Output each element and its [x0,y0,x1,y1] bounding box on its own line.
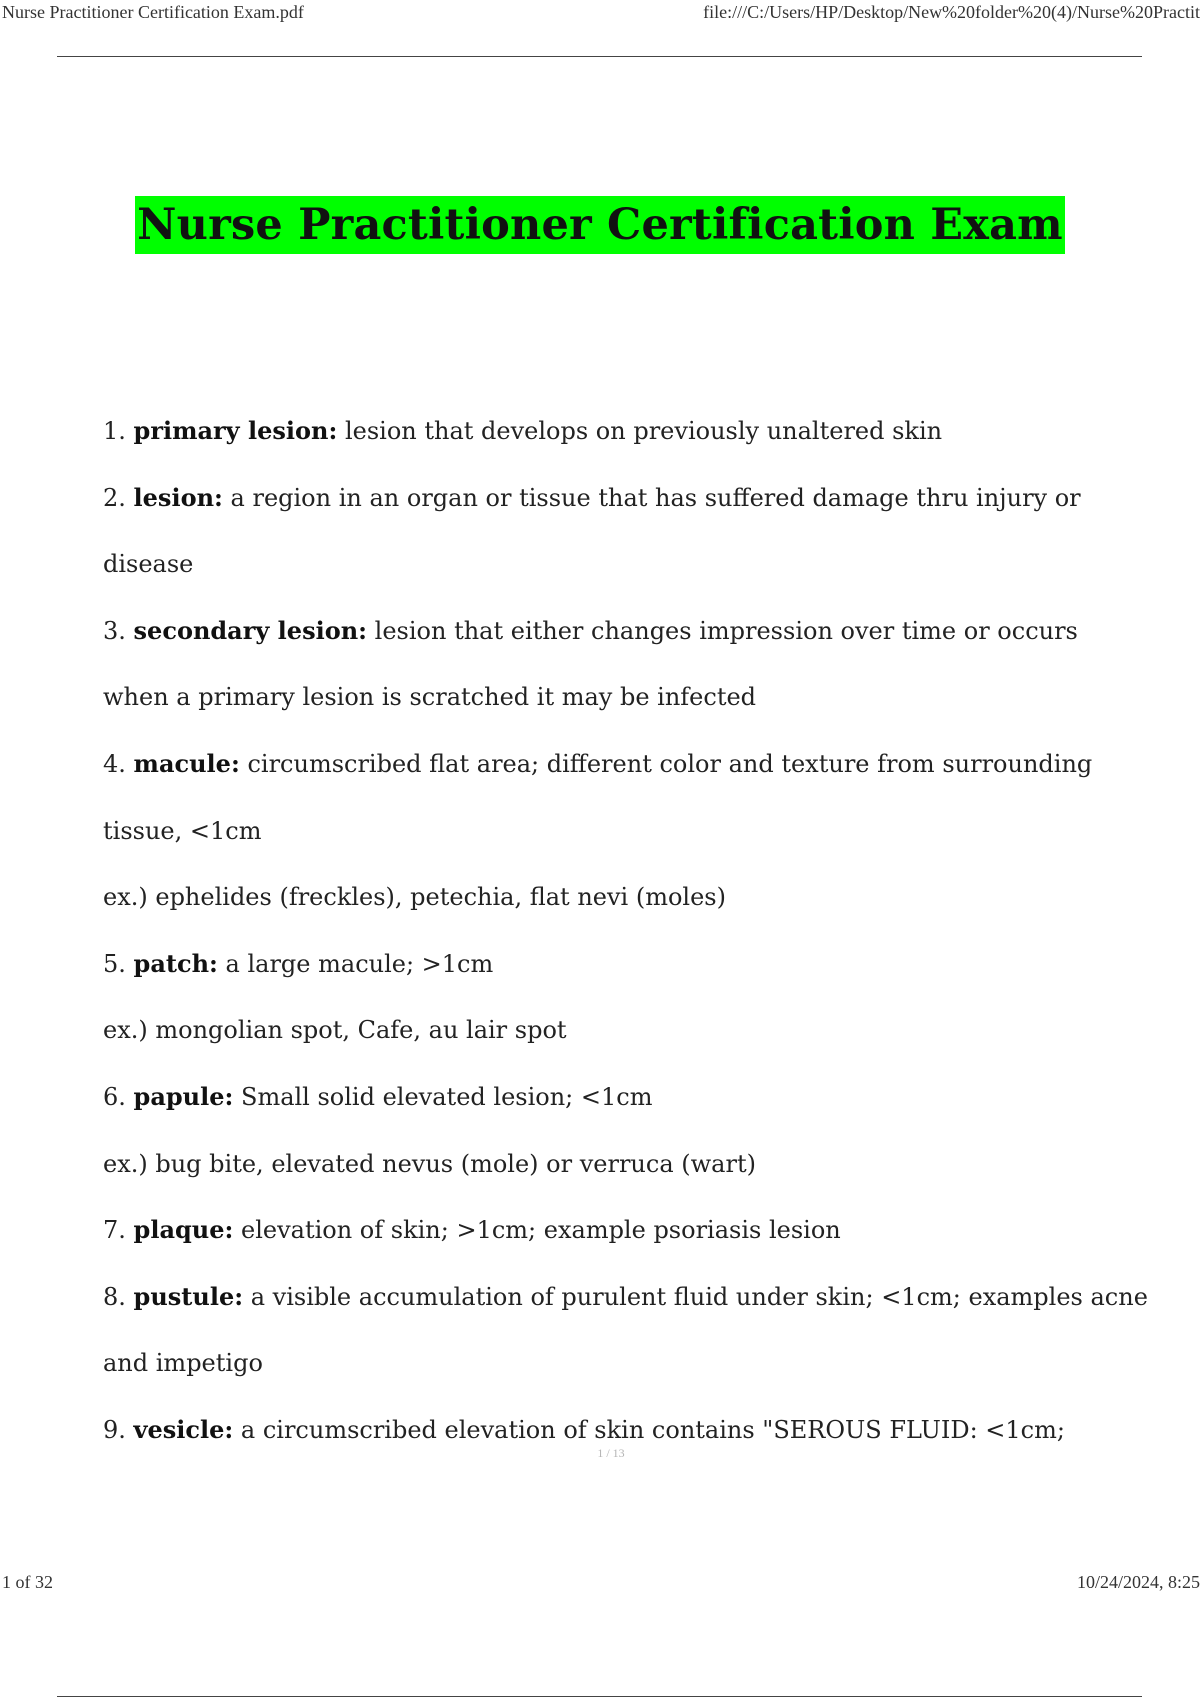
glossary-line [103,731,1103,798]
entry-term: plaque: [133,1215,234,1245]
entry-term: papule: [133,1081,234,1111]
entry-number: 7. [103,1216,126,1245]
entry-text: a region in an organ or tissue that has suffered damage thru injury or [230,483,1081,512]
entry-term: pustule: [133,1281,244,1311]
entry-text: ex.) mongolian spot, Cafe, au lair spot [103,1016,567,1045]
glossary-line [103,864,1103,931]
glossary-line [103,531,1103,598]
glossary-line [103,1131,1103,1198]
entry-number: 9. [103,1415,126,1444]
print-footer-timestamp: 10/24/2024, 8:25 [1076,1572,1200,1592]
entry-term: secondary lesion: [133,615,368,645]
glossary-line [103,465,1103,532]
entry-text: tissue, <1cm [103,816,262,845]
entry-text: elevation of skin; >1cm; example psoriasis lesion [241,1216,841,1245]
entry-term: vesicle: [133,1414,234,1444]
page-indicator: 1 / 13 [597,1446,625,1460]
entry-term: primary lesion: [133,416,338,445]
glossary-line [103,1197,1103,1264]
entry-term: macule: [133,748,240,778]
glossary-line [103,398,1103,465]
header-divider [57,56,1142,57]
entry-text: Small solid elevated lesion; <1cm [241,1082,653,1111]
glossary-line [103,1330,1103,1397]
glossary-line [103,931,1103,998]
glossary-line [103,1264,1148,1331]
document-title-wrap [0,196,1200,254]
print-header-url: file:///C:/Users/HP/Desktop/New%20folder%20(4)/Nurse%20Practit [703,2,1200,22]
print-header [0,0,1200,24]
glossary-line [103,798,1103,865]
print-footer-page-count: 1 of 32 [2,1572,53,1592]
entry-text: a circumscribed elevation of skin contains "SEROUS FLUID: <1cm; [240,1415,1065,1444]
glossary-line [103,664,1103,731]
print-header-file-name: Nurse Practitioner Certification Exam.pdf [2,2,304,22]
entry-text: a visible accumulation of purulent fluid under skin; <1cm; examples acne [250,1282,1148,1311]
entry-text: when a primary lesion is scratched it may be infected [103,683,757,712]
entry-number: 6. [103,1082,126,1111]
entry-text: and impetigo [103,1349,263,1378]
entry-number: 1. [103,417,126,445]
print-footer [0,1570,1200,1594]
entry-text: disease [103,550,194,579]
entry-number: 8. [103,1282,126,1311]
entry-term: lesion: [133,482,223,512]
glossary-line [103,997,1103,1064]
glossary-line [103,598,1103,665]
entry-text: lesion that either changes impression over time or occurs [374,616,1078,645]
entry-number: 5. [103,949,126,978]
entry-text: lesion that develops on previously unaltered skin [344,417,943,445]
glossary-line [103,1064,1103,1131]
document-title: Nurse Practitioner Certification Exam [135,196,1065,254]
footer-divider [57,1696,1142,1697]
entry-number: 2. [103,483,126,512]
entry-text: circumscribed flat area; different color and texture from surrounding [247,749,1093,778]
entry-term: patch: [133,948,218,978]
entry-number: 3. [103,616,126,645]
entry-text: a large macule; >1cm [225,949,494,978]
entry-text: ex.) ephelides (freckles), petechia, flat nevi (moles) [103,883,726,912]
entry-text: ex.) bug bite, elevated nevus (mole) or verruca (wart) [103,1149,756,1178]
entry-number: 4. [103,749,126,778]
glossary-list [103,398,1148,1464]
